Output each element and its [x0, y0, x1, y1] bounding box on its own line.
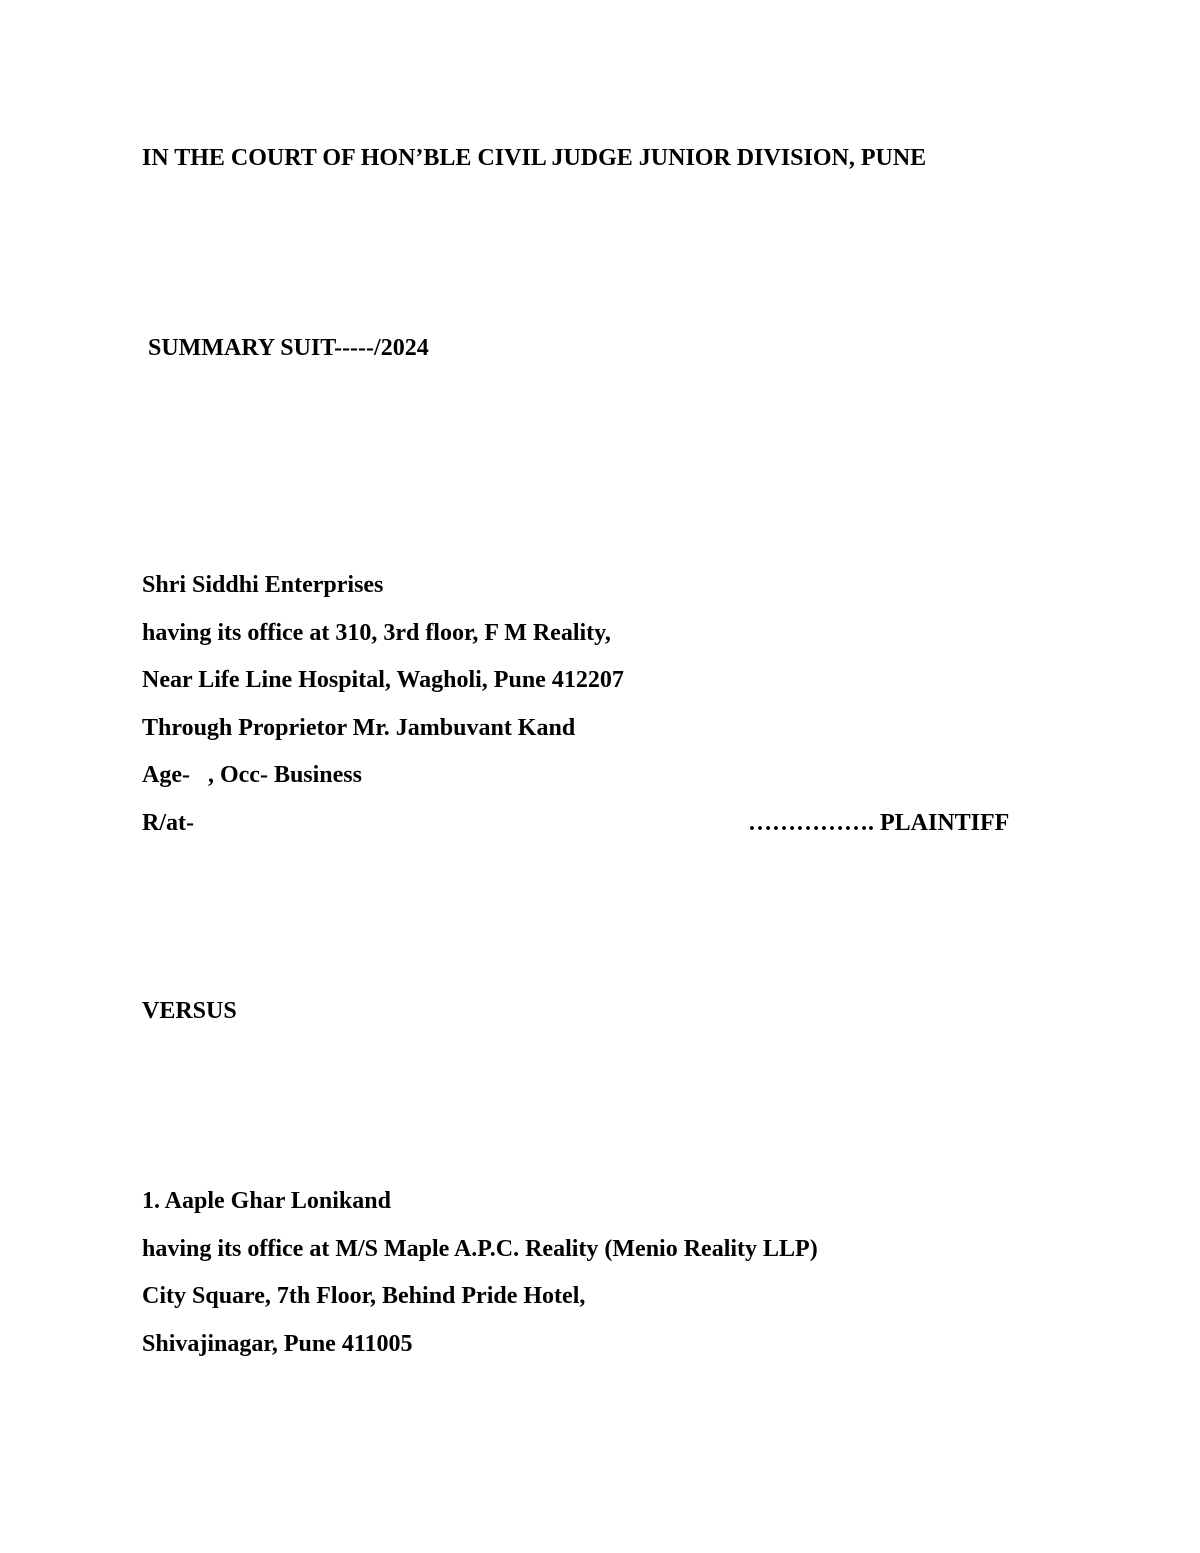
plaintiff-address-line-2: Near Life Line Hospital, Wagholi, Pune 412207 — [142, 667, 624, 693]
plaintiff-residence: R/at- — [142, 809, 194, 836]
defendant-1-name: 1. Aaple Ghar Lonikand — [142, 1188, 391, 1214]
court-heading: IN THE COURT OF HON’BLE CIVIL JUDGE JUNIOR DIVISION, PUNE — [142, 145, 927, 171]
plaintiff-residence-row — [142, 808, 1057, 856]
defendant-1-address-line-2: City Square, 7th Floor, Behind Pride Hotel, — [142, 1283, 586, 1309]
plaintiff-address-line-1: having its office at 310, 3rd floor, F M Reality, — [142, 619, 611, 646]
defendant-1-block — [142, 1186, 818, 1376]
versus-label: VERSUS — [142, 998, 237, 1024]
plaintiff-through: Through Proprietor Mr. Jambuvant Kand — [142, 714, 576, 741]
plaintiff-age-occupation: Age- , Occ- Business — [142, 762, 362, 788]
plaintiff-role-label: ……………. PLAINTIFF — [748, 809, 1010, 836]
plaintiff-block — [142, 570, 1057, 855]
defendant-1-address-line-1: having its office at M/S Maple A.P.C. Reality (Menio Reality LLP) — [142, 1235, 818, 1262]
suit-number: SUMMARY SUIT-----/2024 — [148, 335, 429, 361]
defendant-1-address-line-3: Shivajinagar, Pune 411005 — [142, 1330, 413, 1357]
plaintiff-name: Shri Siddhi Enterprises — [142, 572, 384, 598]
